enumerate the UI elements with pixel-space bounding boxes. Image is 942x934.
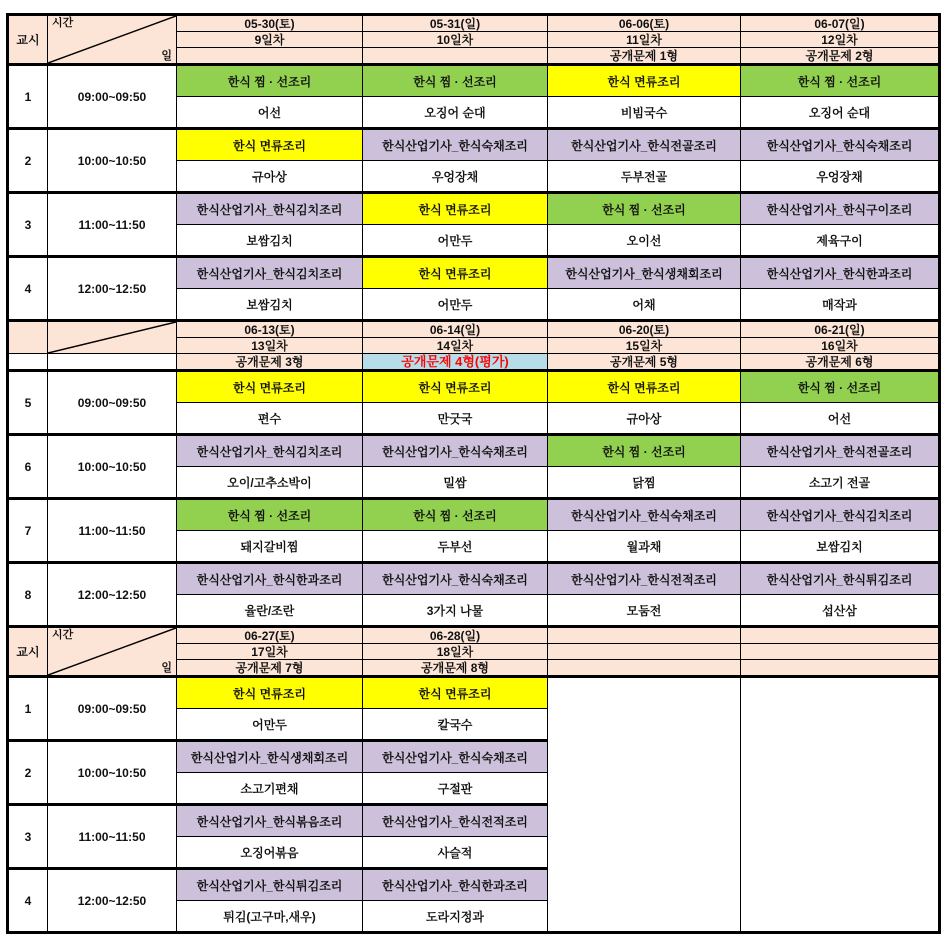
- dish-cell[interactable]: 오징어 순대: [363, 97, 548, 129]
- period-number: 5: [8, 371, 48, 435]
- date-cell: 06-07(일): [741, 15, 940, 32]
- period-number: 6: [8, 435, 48, 499]
- subject-cell[interactable]: 한식산업기사_한식김치조리: [741, 499, 940, 531]
- time-day-header: [48, 627, 177, 677]
- dish-cell[interactable]: 보쌈김치: [177, 289, 363, 321]
- dish-cell[interactable]: 사슬적: [363, 837, 548, 869]
- subject-cell[interactable]: 한식 찜 · 선조리: [177, 65, 363, 97]
- subject-cell[interactable]: 한식산업기사_한식생채회조리: [548, 257, 741, 289]
- problem-cell: 공개문제 1형: [548, 48, 741, 65]
- empty-column-cell: [548, 677, 741, 933]
- subject-cell[interactable]: 한식 면류조리: [548, 371, 741, 403]
- dish-cell[interactable]: 밀쌈: [363, 467, 548, 499]
- dish-cell[interactable]: 3가지 나물: [363, 595, 548, 627]
- period-label: 교시: [16, 32, 40, 47]
- period-time: 09:00~09:50: [48, 677, 177, 741]
- subject-cell[interactable]: 한식 면류조리: [363, 193, 548, 225]
- empty-column-cell: [741, 677, 940, 933]
- subject-cell[interactable]: 한식산업기사_한식전골조리: [741, 435, 940, 467]
- dish-cell[interactable]: 어채: [548, 289, 741, 321]
- dish-cell[interactable]: 비빔국수: [548, 97, 741, 129]
- time-header-blank: [48, 354, 177, 371]
- evaluation-problem-label: 공개문제 4형(평가): [401, 353, 509, 369]
- subject-cell[interactable]: 한식 찜 · 선조리: [363, 499, 548, 531]
- period-time: 11:00~11:50: [48, 499, 177, 563]
- period-time: 10:00~10:50: [48, 435, 177, 499]
- period-subject-row: [8, 257, 940, 289]
- dish-cell[interactable]: 규아상: [548, 403, 741, 435]
- subject-cell[interactable]: 한식산업기사_한식김치조리: [177, 435, 363, 467]
- dish-cell[interactable]: 월과채: [548, 531, 741, 563]
- period-time: 12:00~12:50: [48, 869, 177, 933]
- diagonal-line: [48, 322, 176, 353]
- problem-cell: 공개문제 5형: [548, 354, 741, 371]
- time-day-header: [48, 15, 177, 65]
- period-number: 7: [8, 499, 48, 563]
- subject-cell[interactable]: 한식 면류조리: [177, 371, 363, 403]
- subject-cell[interactable]: 한식 면류조리: [177, 129, 363, 161]
- problem-cell: 공개문제 8형: [363, 660, 548, 677]
- dish-cell[interactable]: 만굿국: [363, 403, 548, 435]
- subject-cell[interactable]: 한식산업기사_한식전적조리: [548, 563, 741, 595]
- period-number: 3: [8, 193, 48, 257]
- day-cell: 15일차: [548, 338, 741, 354]
- period-subject-row: [8, 193, 940, 225]
- day-cell: [741, 644, 940, 660]
- dish-cell[interactable]: 오징어볶음: [177, 837, 363, 869]
- dish-cell[interactable]: 구절판: [363, 773, 548, 805]
- date-cell: 06-21(일): [741, 321, 940, 338]
- dish-cell[interactable]: 우엉장채: [363, 161, 548, 193]
- period-number: 4: [8, 257, 48, 321]
- subject-cell[interactable]: 한식산업기사_한식김치조리: [177, 193, 363, 225]
- subject-cell[interactable]: 한식산업기사_한식생채회조리: [177, 741, 363, 773]
- period-time: 12:00~12:50: [48, 563, 177, 627]
- subject-cell[interactable]: 한식산업기사_한식숙채조리: [548, 499, 741, 531]
- dish-cell[interactable]: 보쌈김치: [741, 531, 940, 563]
- date-cell: 06-13(토): [177, 321, 363, 338]
- dish-cell[interactable]: 오징어 순대: [741, 97, 940, 129]
- problem-cell: 공개문제 3형: [177, 354, 363, 371]
- subject-cell[interactable]: 한식산업기사_한식숙채조리: [363, 435, 548, 467]
- period-number: 2: [8, 741, 48, 805]
- period-header: [8, 321, 48, 354]
- period-number: 1: [8, 65, 48, 129]
- dish-cell[interactable]: 규아상: [177, 161, 363, 193]
- period-subject-row: [8, 129, 940, 161]
- subject-cell[interactable]: 한식산업기사_한식튀김조리: [177, 869, 363, 901]
- problem-cell: 공개문제 6형: [741, 354, 940, 371]
- dish-cell[interactable]: 어만두: [177, 709, 363, 741]
- subject-cell[interactable]: 한식 면류조리: [363, 677, 548, 709]
- dish-cell[interactable]: 율란/조란: [177, 595, 363, 627]
- subject-cell[interactable]: 한식 면류조리: [177, 677, 363, 709]
- dish-cell[interactable]: 닭찜: [548, 467, 741, 499]
- dish-cell[interactable]: 돼지갈비찜: [177, 531, 363, 563]
- subject-cell[interactable]: 한식 찜 · 선조리: [177, 499, 363, 531]
- header-row-problems: [8, 354, 940, 371]
- subject-cell[interactable]: 한식산업기사_한식숙채조리: [741, 129, 940, 161]
- header-row-dates: [8, 627, 940, 644]
- dish-cell[interactable]: 어만두: [363, 225, 548, 257]
- subject-cell[interactable]: 한식산업기사_한식구이조리: [741, 193, 940, 225]
- header-row-dates: [8, 321, 940, 338]
- header-row-dates: [8, 15, 940, 32]
- dish-cell[interactable]: 칼국수: [363, 709, 548, 741]
- period-header: [8, 627, 48, 677]
- dish-cell[interactable]: 편수: [177, 403, 363, 435]
- subject-cell[interactable]: 한식 찜 · 선조리: [548, 435, 741, 467]
- period-subject-row: [8, 499, 940, 531]
- period-subject-row: [8, 371, 940, 403]
- period-subject-row: [8, 563, 940, 595]
- period-subject-row: [8, 65, 940, 97]
- subject-cell[interactable]: 한식산업기사_한식튀김조리: [741, 563, 940, 595]
- period-time: 12:00~12:50: [48, 257, 177, 321]
- period-number: 3: [8, 805, 48, 869]
- date-cell: 06-27(토): [177, 627, 363, 644]
- subject-cell[interactable]: 한식산업기사_한식숙채조리: [363, 741, 548, 773]
- subject-cell[interactable]: 한식 찜 · 선조리: [741, 371, 940, 403]
- dish-cell[interactable]: 어선: [177, 97, 363, 129]
- dish-cell[interactable]: 어선: [741, 403, 940, 435]
- day-cell: 16일차: [741, 338, 940, 354]
- dish-cell[interactable]: 어만두: [363, 289, 548, 321]
- problem-cell: 공개문제 7형: [177, 660, 363, 677]
- period-time: 10:00~10:50: [48, 741, 177, 805]
- subject-cell[interactable]: 한식산업기사_한식한과조리: [363, 869, 548, 901]
- dish-cell[interactable]: 섭산삼: [741, 595, 940, 627]
- subject-cell[interactable]: 한식산업기사_한식김치조리: [177, 257, 363, 289]
- time-label: 시간: [52, 17, 74, 29]
- problem-cell: [177, 48, 363, 65]
- day-label: 일: [161, 50, 172, 62]
- date-cell: [741, 627, 940, 644]
- dish-cell[interactable]: 모둠전: [548, 595, 741, 627]
- diagonal-header: [48, 321, 177, 354]
- day-cell: 9일차: [177, 32, 363, 48]
- day-cell: [548, 644, 741, 660]
- subject-cell[interactable]: 한식 면류조리: [363, 257, 548, 289]
- date-cell: 06-20(토): [548, 321, 741, 338]
- dish-cell[interactable]: 소고기편채: [177, 773, 363, 805]
- problem-cell: [741, 660, 940, 677]
- date-cell: 06-14(일): [363, 321, 548, 338]
- schedule-sheet: [6, 13, 941, 934]
- dish-cell[interactable]: 오이/고추소박이: [177, 467, 363, 499]
- day-cell: 18일차: [363, 644, 548, 660]
- subject-cell[interactable]: 한식산업기사_한식전적조리: [363, 805, 548, 837]
- dish-cell[interactable]: 제육구이: [741, 225, 940, 257]
- subject-cell[interactable]: 한식 찜 · 선조리: [548, 193, 741, 225]
- subject-cell[interactable]: 한식산업기사_한식한과조리: [741, 257, 940, 289]
- period-time: 11:00~11:50: [48, 805, 177, 869]
- dish-cell[interactable]: 두부전골: [548, 161, 741, 193]
- dish-cell[interactable]: 우엉장채: [741, 161, 940, 193]
- period-number: 2: [8, 129, 48, 193]
- problem-cell: [363, 354, 548, 371]
- subject-cell[interactable]: 한식산업기사_한식볶음조리: [177, 805, 363, 837]
- period-subject-row: [8, 677, 940, 709]
- period-time: 09:00~09:50: [48, 65, 177, 129]
- dish-cell[interactable]: 소고기 전골: [741, 467, 940, 499]
- day-cell: 10일차: [363, 32, 548, 48]
- period-number: 4: [8, 869, 48, 933]
- date-cell: 05-30(토): [177, 15, 363, 32]
- period-time: 10:00~10:50: [48, 129, 177, 193]
- period-header-blank: [8, 354, 48, 371]
- problem-cell: 공개문제 2형: [741, 48, 940, 65]
- period-subject-row: [8, 435, 940, 467]
- day-cell: 11일차: [548, 32, 741, 48]
- period-time: 11:00~11:50: [48, 193, 177, 257]
- subject-cell[interactable]: 한식 면류조리: [363, 371, 548, 403]
- time-label: 시간: [52, 629, 74, 641]
- period-number: 8: [8, 563, 48, 627]
- dish-cell[interactable]: 도라지정과: [363, 901, 548, 933]
- date-cell: 06-28(일): [363, 627, 548, 644]
- period-label: 교시: [16, 644, 40, 659]
- problem-cell: [363, 48, 548, 65]
- subject-cell[interactable]: 한식산업기사_한식한과조리: [177, 563, 363, 595]
- dish-cell[interactable]: 보쌈김치: [177, 225, 363, 257]
- day-cell: 12일차: [741, 32, 940, 48]
- date-cell: 06-06(토): [548, 15, 741, 32]
- subject-cell[interactable]: 한식산업기사_한식숙채조리: [363, 563, 548, 595]
- date-cell: [548, 627, 741, 644]
- period-header: [8, 15, 48, 65]
- subject-cell[interactable]: 한식산업기사_한식숙채조리: [363, 129, 548, 161]
- dish-cell[interactable]: 매작과: [741, 289, 940, 321]
- subject-cell[interactable]: 한식 찜 · 선조리: [363, 65, 548, 97]
- day-label: 일: [161, 662, 172, 674]
- dish-cell[interactable]: 두부선: [363, 531, 548, 563]
- date-cell: 05-31(일): [363, 15, 548, 32]
- dish-cell[interactable]: 튀김(고구마,새우): [177, 901, 363, 933]
- subject-cell[interactable]: 한식산업기사_한식전골조리: [548, 129, 741, 161]
- problem-cell: [548, 660, 741, 677]
- subject-cell[interactable]: 한식 면류조리: [548, 65, 741, 97]
- period-number: 1: [8, 677, 48, 741]
- day-cell: 17일차: [177, 644, 363, 660]
- period-time: 09:00~09:50: [48, 371, 177, 435]
- subject-cell[interactable]: 한식 찜 · 선조리: [741, 65, 940, 97]
- day-cell: 14일차: [363, 338, 548, 354]
- schedule-table: [6, 13, 941, 934]
- day-cell: 13일차: [177, 338, 363, 354]
- dish-cell[interactable]: 오이선: [548, 225, 741, 257]
